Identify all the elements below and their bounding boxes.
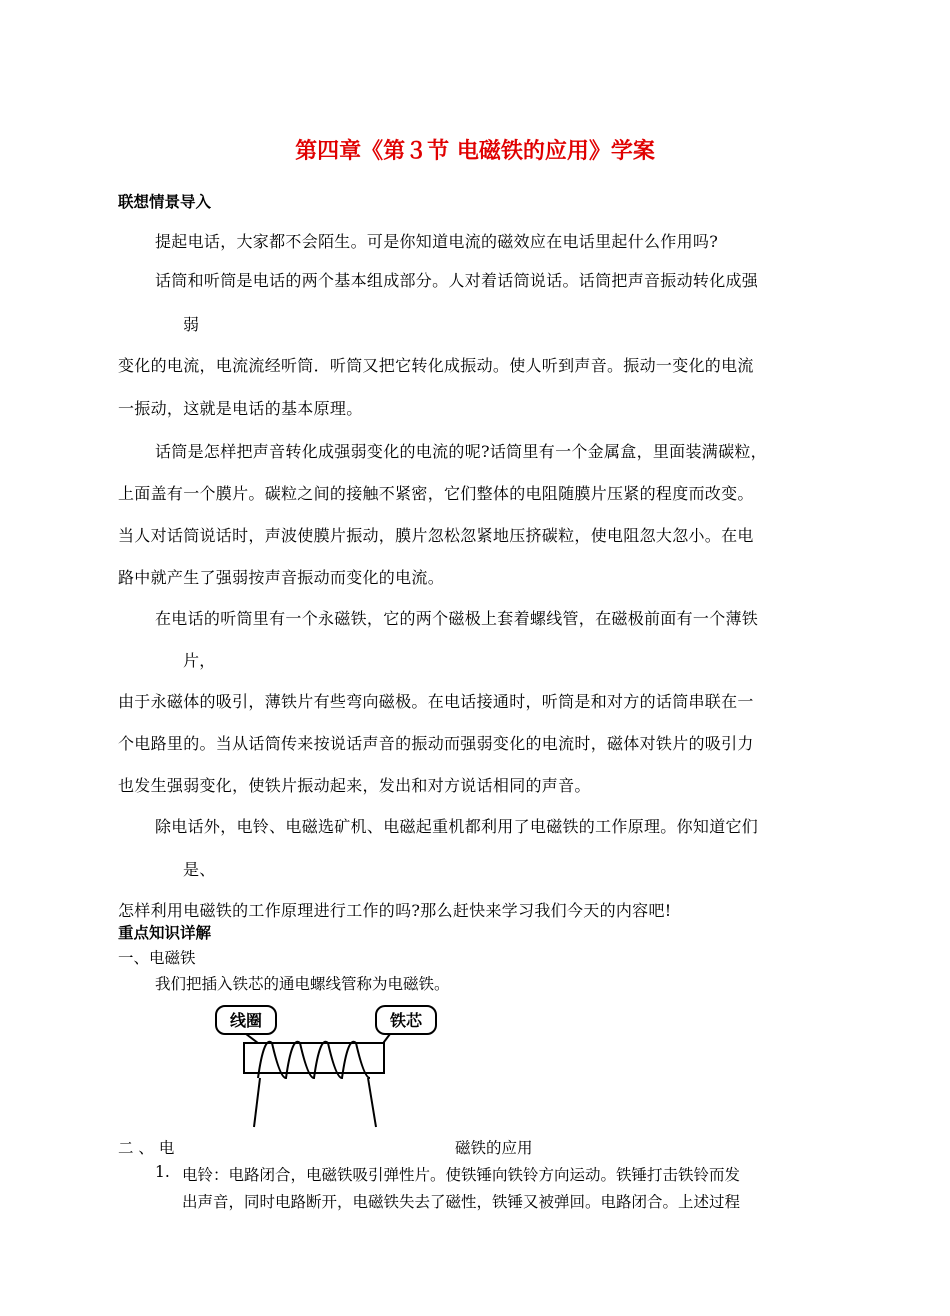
section-heading-key-points: 重点知识详解 — [118, 924, 212, 942]
paragraph-line: 上面盖有一个膜片。碳粒之间的接触不紧密，它们整体的电阻随膜片压紧的程度而改变。 — [118, 484, 754, 503]
list-item-number: 1. — [155, 1163, 170, 1181]
paragraph-line: 片， — [183, 651, 216, 670]
paragraph-line: 由于永磁体的吸引，薄铁片有些弯向磁极。在电话接通时，听筒是和对方的话筒串联在一 — [118, 692, 754, 711]
paragraph-line: 当人对话筒说话时，声波使膜片振动，膜片忽松忽紧地压挤碳粒，使电阻忽大忽小。在电 — [118, 526, 754, 545]
list-item-line: 出声音，同时电路断开，电磁铁失去了磁性，铁锤又被弹回。电路闭合。上述过程 — [182, 1193, 741, 1211]
coil-lead-left — [254, 1078, 260, 1127]
section-heading-intro: 联想情景导入 — [118, 193, 212, 211]
paragraph-line: 除电话外，电铃、电磁选矿机、电磁起重机都利用了电磁铁的工作原理。你知道它们 — [155, 817, 759, 836]
definition-text: 我们把插入铁芯的通电螺线管称为电磁铁。 — [155, 975, 450, 993]
paragraph-line: 弱 — [183, 315, 200, 334]
subsection-title-applications-prefix: 二 、 电 — [118, 1139, 175, 1157]
list-item-line: 电铃：电路闭合，电磁铁吸引弹性片。使铁锤向铁铃方向运动。铁锤打击铁铃而发 — [182, 1166, 741, 1184]
paragraph-line: 怎样利用电磁铁的工作原理进行工作的吗?那么赶快来学习我们今天的内容吧! — [118, 901, 672, 920]
paragraph-line: 是、 — [183, 860, 216, 879]
subsection-title-applications-suffix: 磁铁的应用 — [455, 1139, 533, 1157]
electromagnet-figure — [210, 1003, 450, 1131]
paragraph-line: 路中就产生了强弱按声音振动而变化的电流。 — [118, 568, 445, 587]
subsection-title-electromagnet: 一、电磁铁 — [118, 949, 196, 967]
paragraph-line: 个电路里的。当从话筒传来按说话声音的振动而强弱变化的电流时，磁体对铁片的吸引力 — [118, 734, 754, 753]
page-title: 第四章《第３节 电磁铁的应用》学案 — [295, 139, 655, 164]
paragraph-line: 话筒和听筒是电话的两个基本组成部分。人对着话筒说话。话筒把声音振动转化成强 — [155, 271, 759, 290]
paragraph-line: 变化的电流，电流流经听筒．听筒又把它转化成振动。使人听到声音。振动一变化的电流 — [118, 356, 754, 375]
coil-lead-right — [368, 1078, 376, 1127]
paragraph-line: 也发生强弱变化，使铁片振动起来，发出和对方说话相同的声音。 — [118, 776, 591, 795]
paragraph-line: 一振动，这就是电话的基本原理。 — [118, 399, 363, 418]
paragraph-line: 提起电话，大家都不会陌生。可是你知道电流的磁效应在电话里起什么作用吗? — [155, 232, 719, 251]
paragraph-line: 在电话的听筒里有一个永磁铁，它的两个磁极上套着螺线管，在磁极前面有一个薄铁 — [155, 609, 759, 628]
paragraph-line: 话筒是怎样把声音转化成强弱变化的电流的呢?话筒里有一个金属盒，里面装满碳粒， — [155, 442, 767, 461]
core-label: 铁芯 — [389, 1011, 423, 1030]
coil-label: 线圈 — [229, 1011, 263, 1030]
